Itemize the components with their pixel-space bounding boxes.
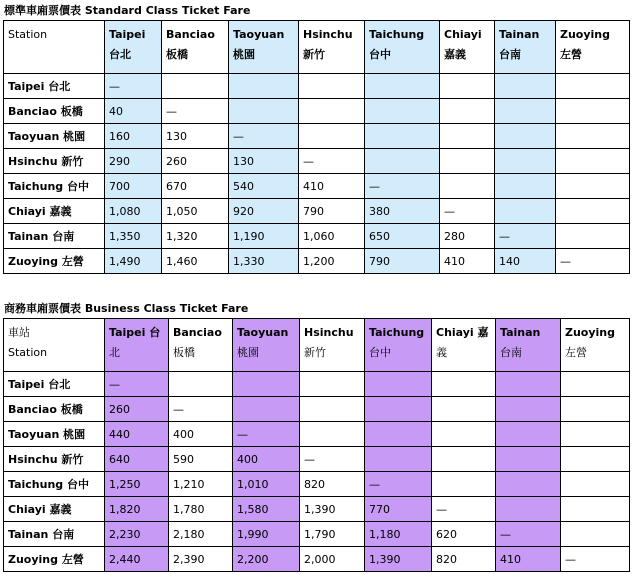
fare-cell [556, 149, 630, 174]
column-header-en: Taoyuan [237, 326, 289, 339]
fare-cell: 130 [162, 124, 229, 149]
fare-cell: 650 [365, 224, 440, 249]
fare-cell: 2,230 [105, 522, 169, 547]
fare-cell: — [233, 422, 300, 447]
fare-cell: 2,200 [233, 547, 300, 572]
fare-cell [229, 74, 299, 99]
fare-cell [561, 372, 630, 397]
column-header-zh: 左營 [565, 346, 587, 359]
column-header-en: Banciao [166, 28, 215, 41]
standard-fare-caption: 標準車廂票價表 Standard Class Ticket Fare [4, 4, 251, 17]
table-row [4, 224, 630, 249]
fare-cell: — [365, 174, 440, 199]
fare-cell: 410 [440, 249, 495, 274]
fare-cell: — [300, 447, 365, 472]
fare-cell [495, 74, 556, 99]
column-header-tainan [496, 319, 561, 372]
fare-cell: 1,050 [162, 199, 229, 224]
table-row [4, 447, 630, 472]
column-header-banciao [169, 319, 233, 372]
column-header-zh: 台南 [499, 48, 521, 61]
fare-cell [162, 74, 229, 99]
fare-cell: 920 [229, 199, 299, 224]
fare-cell [496, 497, 561, 522]
fare-cell: 820 [432, 547, 496, 572]
column-header-en: Zuoying [560, 28, 611, 41]
fare-cell [556, 224, 630, 249]
fare-cell: — [365, 472, 432, 497]
column-header-en: Taichung [369, 28, 425, 41]
fare-cell [300, 397, 365, 422]
column-header-zh: 左營 [560, 48, 582, 61]
fare-cell [495, 174, 556, 199]
fare-cell: 260 [105, 397, 169, 422]
fare-cell [561, 397, 630, 422]
fare-cell [556, 174, 630, 199]
column-header-zh: 台北 [109, 48, 131, 61]
fare-cell [561, 472, 630, 497]
fare-cell: 2,180 [169, 522, 233, 547]
fare-cell [229, 99, 299, 124]
column-header-en: Hsinchu [304, 326, 354, 339]
fare-cell: 130 [229, 149, 299, 174]
fare-cell [556, 199, 630, 224]
business-fare-table [3, 318, 630, 572]
fare-cell: 1,180 [365, 522, 432, 547]
column-header-en: Tainan [500, 326, 541, 339]
fare-cell: 1,250 [105, 472, 169, 497]
fare-cell: 1,350 [105, 224, 162, 249]
fare-cell: — [105, 372, 169, 397]
fare-cell [556, 74, 630, 99]
fare-cell: 1,790 [300, 522, 365, 547]
table-row [4, 422, 630, 447]
column-header-zh: 桃園 [233, 48, 255, 61]
column-header-taoyuan [229, 21, 299, 74]
fare-cell: 1,190 [229, 224, 299, 249]
fare-cell: 1,210 [169, 472, 233, 497]
column-header-en: Chiayi [444, 28, 482, 41]
fare-cell: — [496, 522, 561, 547]
fare-cell: — [299, 149, 365, 174]
column-header-tainan [495, 21, 556, 74]
row-header-station: Taipei 台北 [4, 74, 105, 99]
row-header-station: Taoyuan 桃園 [4, 422, 105, 447]
fare-cell [300, 422, 365, 447]
fare-cell: 700 [105, 174, 162, 199]
fare-cell: — [432, 497, 496, 522]
station-column-header [4, 21, 105, 74]
column-header-zuoying [561, 319, 630, 372]
fare-cell [440, 174, 495, 199]
column-header-en: Taipei [109, 28, 146, 41]
fare-cell [496, 397, 561, 422]
column-header-zuoying [556, 21, 630, 74]
fare-cell [440, 74, 495, 99]
column-header-en: Banciao [173, 326, 222, 339]
fare-cell: — [169, 397, 233, 422]
row-header-station: Taoyuan 桃園 [4, 124, 105, 149]
row-header-station: Chiayi 嘉義 [4, 497, 105, 522]
column-header-zh: 板橋 [173, 346, 195, 359]
fare-cell: — [495, 224, 556, 249]
standard-fare-table [3, 20, 630, 274]
column-header-taichung [365, 21, 440, 74]
fare-cell: — [561, 547, 630, 572]
column-header-taipei [105, 21, 162, 74]
fare-cell: 1,010 [233, 472, 300, 497]
fare-cell: 620 [432, 522, 496, 547]
column-header-zh: 新竹 [304, 346, 326, 359]
row-header-station: Tainan 台南 [4, 224, 105, 249]
column-header-hsinchu [299, 21, 365, 74]
fare-cell [432, 397, 496, 422]
fare-cell: 1,990 [233, 522, 300, 547]
fare-cell [496, 372, 561, 397]
fare-cell [495, 99, 556, 124]
header-row [4, 319, 630, 372]
fare-cell [365, 99, 440, 124]
fare-cell [440, 124, 495, 149]
fare-cell: 440 [105, 422, 169, 447]
column-header-en: Taichung [369, 326, 425, 339]
table-row [4, 249, 630, 274]
fare-cell: 2,000 [300, 547, 365, 572]
fare-cell: 280 [440, 224, 495, 249]
column-header-chiayi [440, 21, 495, 74]
row-header-station: Banciao 板橋 [4, 397, 105, 422]
fare-cell [556, 124, 630, 149]
fare-cell: — [556, 249, 630, 274]
column-header-hsinchu [300, 319, 365, 372]
fare-cell [561, 522, 630, 547]
fare-cell: 790 [299, 199, 365, 224]
row-header-station: Hsinchu 新竹 [4, 447, 105, 472]
fare-cell [169, 372, 233, 397]
table-row [4, 497, 630, 522]
fare-cell: 1,490 [105, 249, 162, 274]
fare-cell: 410 [496, 547, 561, 572]
table-row [4, 547, 630, 572]
row-header-station: Banciao 板橋 [4, 99, 105, 124]
fare-cell: 410 [299, 174, 365, 199]
table-row [4, 522, 630, 547]
fare-cell: — [162, 99, 229, 124]
column-header-en: Taipei 台 [109, 326, 161, 339]
column-header-zh: 台中 [369, 346, 391, 359]
table-row [4, 99, 630, 124]
column-header-chiayi [432, 319, 496, 372]
table-row [4, 199, 630, 224]
fare-cell: 770 [365, 497, 432, 522]
fare-cell [440, 99, 495, 124]
fare-cell [365, 372, 432, 397]
fare-cell: 540 [229, 174, 299, 199]
fare-cell: 790 [365, 249, 440, 274]
fare-cell: 1,390 [300, 497, 365, 522]
fare-cell [496, 447, 561, 472]
fare-cell [496, 422, 561, 447]
row-header-station: Chiayi 嘉義 [4, 199, 105, 224]
fare-cell [365, 447, 432, 472]
fare-cell: — [440, 199, 495, 224]
fare-cell [496, 472, 561, 497]
column-header-zh: 義 [436, 346, 447, 359]
row-header-station: Zuoying 左營 [4, 249, 105, 274]
station-header-line1: Station [8, 28, 48, 41]
fare-cell [561, 447, 630, 472]
fare-cell [495, 199, 556, 224]
fare-cell [495, 124, 556, 149]
table-row [4, 124, 630, 149]
fare-cell [233, 372, 300, 397]
fare-cell [299, 74, 365, 99]
station-header-line1: 車站 [8, 326, 30, 339]
fare-cell: 1,200 [299, 249, 365, 274]
column-header-taipei [105, 319, 169, 372]
fare-cell: 1,580 [233, 497, 300, 522]
fare-cell [300, 372, 365, 397]
fare-cell: 1,780 [169, 497, 233, 522]
fare-cell [365, 422, 432, 447]
fare-cell: 160 [105, 124, 162, 149]
fare-cell [495, 149, 556, 174]
column-header-en: Hsinchu [303, 28, 353, 41]
fare-cell [556, 99, 630, 124]
fare-cell: 400 [169, 422, 233, 447]
fare-cell [299, 99, 365, 124]
column-header-taichung [365, 319, 432, 372]
fare-cell: 140 [495, 249, 556, 274]
station-column-header [4, 319, 105, 372]
fare-cell [561, 422, 630, 447]
column-header-en: Chiayi 嘉 [436, 326, 489, 339]
fare-cell: 40 [105, 99, 162, 124]
fare-cell: 2,390 [169, 547, 233, 572]
business-fare-caption: 商務車廂票價表 Business Class Ticket Fare [4, 302, 249, 315]
row-header-station: Hsinchu 新竹 [4, 149, 105, 174]
fare-cell: 380 [365, 199, 440, 224]
column-header-taoyuan [233, 319, 300, 372]
column-header-zh: 北 [109, 346, 120, 359]
fare-cell [432, 447, 496, 472]
fare-cell: 1,330 [229, 249, 299, 274]
fare-cell [365, 74, 440, 99]
fare-cell: 1,460 [162, 249, 229, 274]
fare-cell [432, 372, 496, 397]
table-row [4, 472, 630, 497]
fare-cell: 820 [300, 472, 365, 497]
fare-cell: 1,820 [105, 497, 169, 522]
fare-cell: 1,080 [105, 199, 162, 224]
fare-cell: 590 [169, 447, 233, 472]
fare-cell: — [229, 124, 299, 149]
fare-cell [365, 149, 440, 174]
row-header-station: Tainan 台南 [4, 522, 105, 547]
fare-cell [233, 397, 300, 422]
fare-cell: 260 [162, 149, 229, 174]
fare-cell: 2,440 [105, 547, 169, 572]
fare-cell [561, 497, 630, 522]
header-row [4, 21, 630, 74]
fare-cell [365, 397, 432, 422]
fare-cell: 1,060 [299, 224, 365, 249]
table-row [4, 74, 630, 99]
fare-cell: 1,390 [365, 547, 432, 572]
column-header-zh: 桃園 [237, 346, 259, 359]
column-header-zh: 板橋 [166, 48, 188, 61]
column-header-en: Tainan [499, 28, 540, 41]
fare-cell [432, 422, 496, 447]
column-header-en: Zuoying [565, 326, 616, 339]
row-header-station: Taichung 台中 [4, 174, 105, 199]
column-header-zh: 台中 [369, 48, 391, 61]
row-header-station: Taipei 台北 [4, 372, 105, 397]
fare-cell [440, 149, 495, 174]
column-header-en: Taoyuan [233, 28, 285, 41]
table-row [4, 149, 630, 174]
row-header-station: Taichung 台中 [4, 472, 105, 497]
row-header-station: Zuoying 左營 [4, 547, 105, 572]
fare-cell: 400 [233, 447, 300, 472]
fare-cell [432, 472, 496, 497]
fare-cell: — [105, 74, 162, 99]
column-header-zh: 嘉義 [444, 48, 466, 61]
fare-cell: 670 [162, 174, 229, 199]
table-row [4, 174, 630, 199]
table-row [4, 372, 630, 397]
fare-cell: 1,320 [162, 224, 229, 249]
column-header-zh: 新竹 [303, 48, 325, 61]
table-row [4, 397, 630, 422]
column-header-banciao [162, 21, 229, 74]
fare-cell: 640 [105, 447, 169, 472]
station-header-line2: Station [8, 346, 48, 359]
column-header-zh: 台南 [500, 346, 522, 359]
fare-cell [365, 124, 440, 149]
fare-cell: 290 [105, 149, 162, 174]
fare-cell [299, 124, 365, 149]
